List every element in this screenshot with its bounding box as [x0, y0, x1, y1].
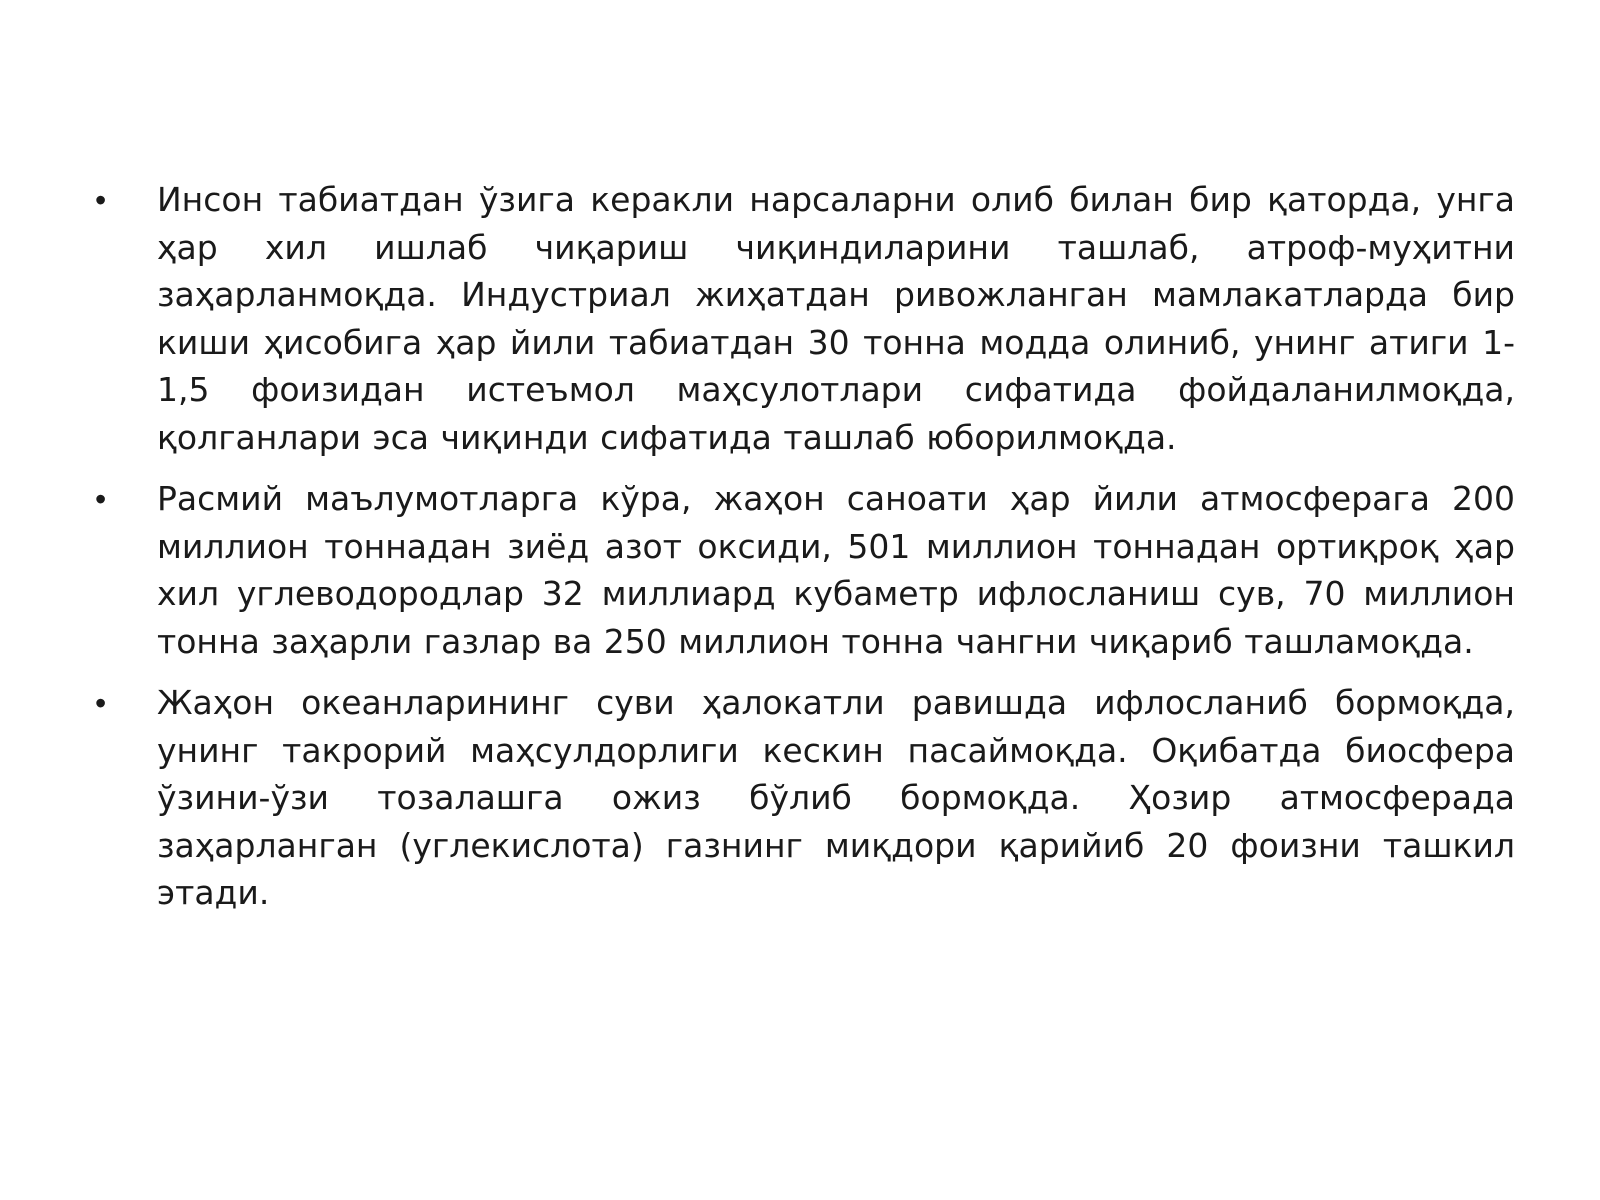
bullet-marker: • [95, 685, 107, 721]
bullet-text-3: Жаҳон океанларининг суви ҳалокатли равишда ифлосланиб бормоқда, унинг такрорий маҳсулдорлиги кескин пасаймоқда. Оқибатда биосфера ўзини-ўзи тозалашга ожиз бўлиб бормоқда. Ҳозир атмосферада заҳарланган (углекислота) газнинг миқдори қарийиб 20 фоизни ташкил этади. [157, 683, 1515, 912]
slide-content [95, 176, 1515, 931]
bullet-item-2 [95, 475, 1515, 665]
bullet-text-1: Инсон табиатдан ўзига керакли нарсаларни олиб билан бир қаторда, унга ҳар хил ишлаб чиқариш чиқиндиларини ташлаб, атроф-муҳитни заҳарланмоқда. Индустриал жиҳатдан ривожланган мамлакатларда бир киши ҳисобига ҳар йили табиатдан 30 тонна модда олиниб, унинг атиги 1-1,5 фоизидан истеъмол маҳсулотлари сифатида фойдаланилмоқда, қолганлари эса чиқинди сифатида ташлаб юборилмоқда. [157, 180, 1515, 457]
bullet-item-3 [95, 679, 1515, 917]
bullet-item-1 [95, 176, 1515, 461]
bullet-marker: • [95, 182, 107, 218]
bullet-marker: • [95, 481, 107, 517]
bullet-list [95, 176, 1515, 917]
bullet-text-2: Расмий маълумотларга кўра, жаҳон саноати ҳар йили атмосферага 200 миллион тоннадан зиёд азот оксиди, 501 миллион тоннадан ортиқроқ ҳар хил углеводородлар 32 миллиард кубаметр ифлосланиш сув, 70 миллион тонна заҳарли газлар ва 250 миллион тонна чангни чиқариб ташламоқда. [157, 479, 1515, 661]
